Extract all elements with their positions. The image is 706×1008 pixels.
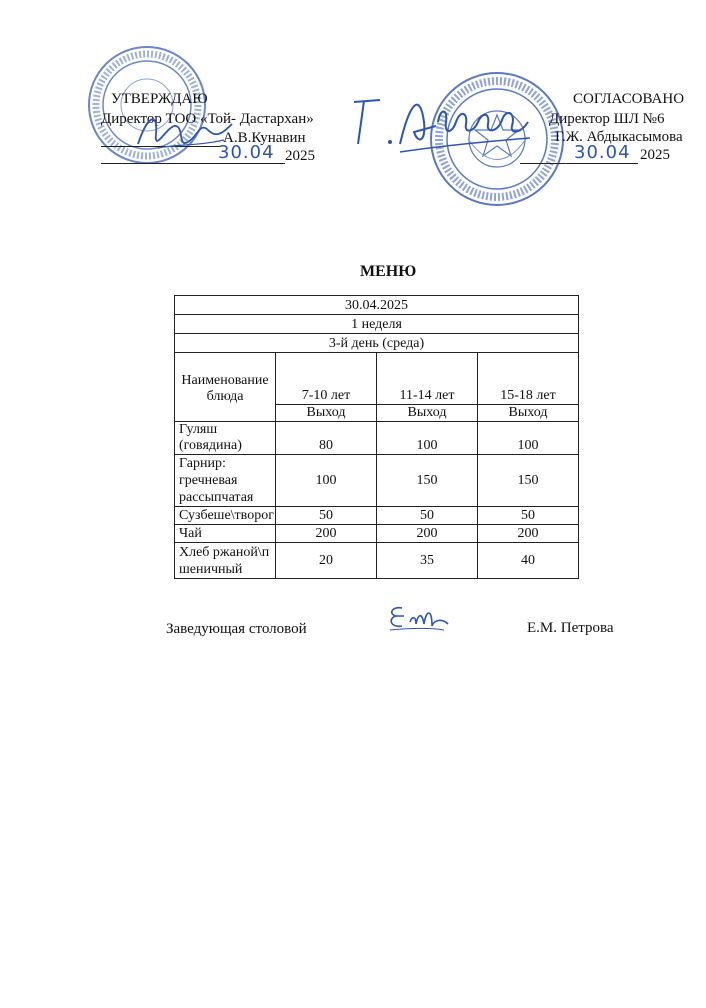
column-header-age-2: 11-14 лет [377,353,478,405]
dish-output: 100 [377,422,478,455]
menu-day: 3-й день (среда) [175,334,579,353]
dish-output: 35 [377,543,478,579]
document-title: МЕНЮ [360,263,417,280]
menu-table [174,295,579,579]
column-output-3: Выход [478,405,579,422]
column-output-2: Выход [377,405,478,422]
dish-output: 200 [377,525,478,543]
dish-output: 100 [478,422,579,455]
agreer-position: Директор ШЛ №6 [549,111,665,127]
table-row [175,422,579,455]
column-output-1: Выход [276,405,377,422]
column-header-age-1: 7-10 лет [276,353,377,405]
footer-name: Е.М. Петрова [527,620,614,636]
dish-name: Гарнир: гречневая рассыпчатая [175,455,276,507]
dish-output: 80 [276,422,377,455]
agreer-name: Г.Ж. Абдыкасымова [555,129,683,145]
agree-title: СОГЛАСОВАНО [573,91,685,107]
approver-year: 2025 [285,148,315,164]
dish-output: 100 [276,455,377,507]
signature-footer-icon [382,600,462,640]
signature-left-icon [128,104,238,164]
approver-date-handwritten: 30.04 [218,142,275,163]
dish-output: 200 [276,525,377,543]
agreer-date-line [520,163,638,164]
approver-name: А.В.Кунавин [223,130,306,146]
table-row [175,543,579,579]
table-row [175,525,579,543]
table-row [175,507,579,525]
dish-output: 200 [478,525,579,543]
dish-output: 150 [377,455,478,507]
agreer-date-handwritten: 30.04 [574,142,631,163]
dish-output: 20 [276,543,377,579]
agreer-year: 2025 [640,147,670,163]
approver-position: Директор ТОО «Той- Дастархан» [101,111,314,127]
dish-output: 50 [478,507,579,525]
dish-name: Гуляш (говядина) [175,422,276,455]
dish-name: Чай [175,525,276,543]
dish-output: 40 [478,543,579,579]
dish-name: Хлеб ржаной\пшеничный [175,543,276,579]
menu-week: 1 неделя [175,315,579,334]
column-header-name: Наименование блюда [175,353,276,405]
menu-date: 30.04.2025 [175,296,579,315]
dish-output: 50 [377,507,478,525]
signature-right-icon [340,82,535,162]
dish-output: 50 [276,507,377,525]
table-row [175,455,579,507]
column-header-age-3: 15-18 лет [478,353,579,405]
dish-output: 150 [478,455,579,507]
footer-role: Заведующая столовой [166,621,307,637]
dish-name: Сузбеше\творог [175,507,276,525]
approve-title: УТВЕРЖДАЮ [111,91,208,107]
